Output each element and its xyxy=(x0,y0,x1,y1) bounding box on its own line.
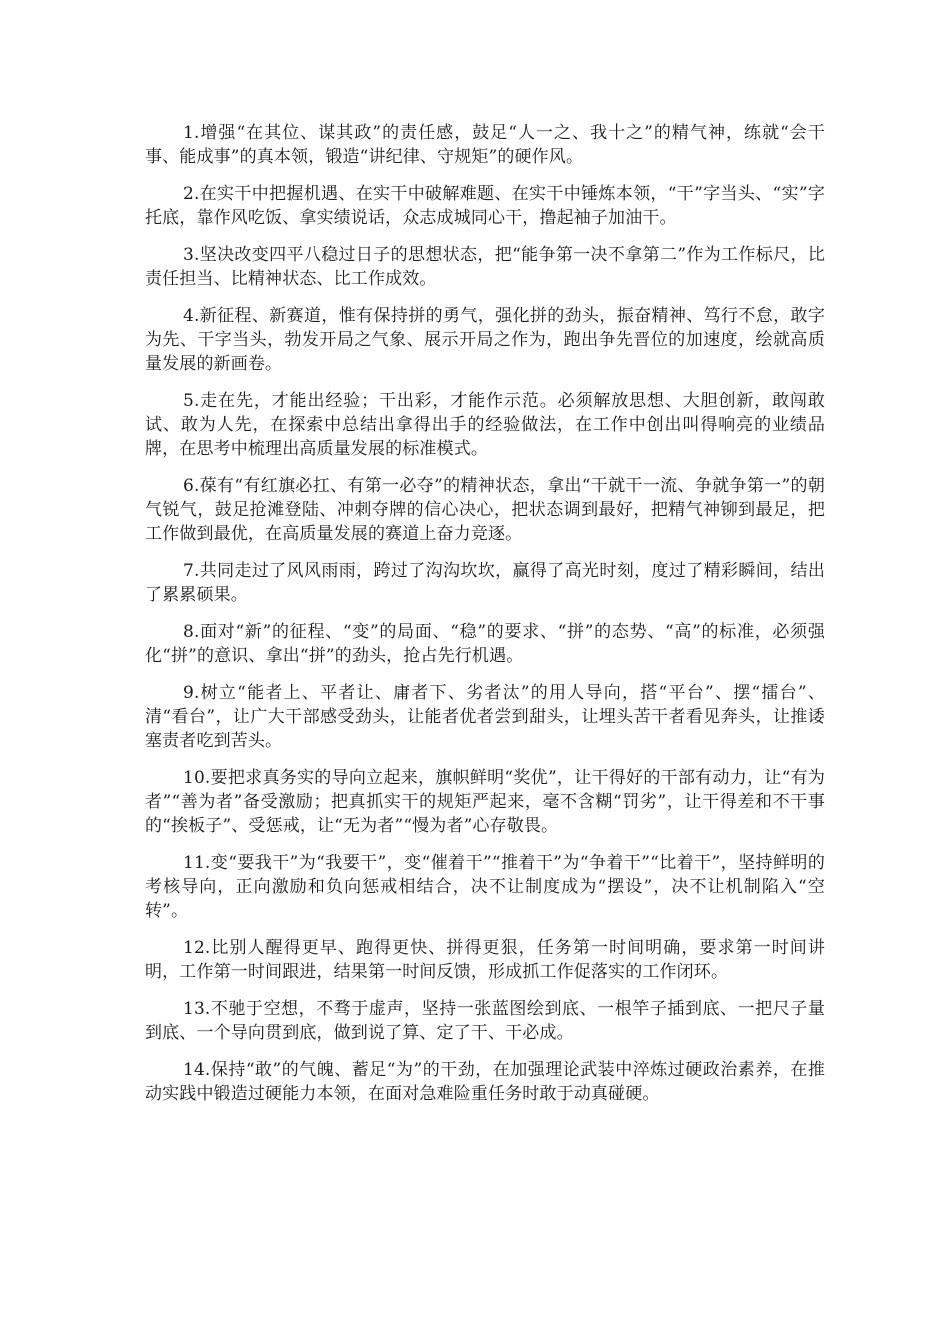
paragraph-6: 6.葆有“有红旗必扛、有第一必夺”的精神状态，拿出“干就干一流、争就争第一”的朝气锐气，鼓足抢滩登陆、冲刺夺牌的信心决心，把状态调到最好，把精气神铆到最足，把工作做到最优，在高质量发展的赛道上奋力竞逐。 xyxy=(145,476,825,544)
paragraph-1: 1.增强“在其位、谋其政”的责任感，鼓足“人一之、我十之”的精气神，练就“会干事、能成事”的真本领，锻造“讲纪律、守规矩”的硬作风。 xyxy=(145,123,825,167)
paragraph-7: 7.共同走过了风风雨雨，跨过了沟沟坎坎，赢得了高光时刻，度过了精彩瞬间，结出了累累硕果。 xyxy=(145,561,825,605)
paragraph-11: 11.变“要我干”为“我要干”，变“催着干”“推着干”为“争着干”“比着干”，坚持鲜明的考核导向，正向激励和负向惩戒相结合，决不让制度成为“摆设”，决不让机制陷入“空转”。 xyxy=(145,853,825,921)
paragraph-12: 12.比别人醒得更早、跑得更快、拼得更狠，任务第一时间明确，要求第一时间讲明，工作第一时间跟进，结果第一时间反馈，形成抓工作促落实的工作闭环。 xyxy=(145,938,825,982)
paragraph-4: 4.新征程、新赛道，惟有保持拼的勇气，强化拼的劲头，振奋精神、笃行不怠，敢字为先、干字当头，勃发开局之气象、展示开局之作为，跑出争先晋位的加速度，绘就高质量发展的新画卷。 xyxy=(145,306,825,374)
paragraph-2: 2.在实干中把握机遇、在实干中破解难题、在实干中锤炼本领，“干”字当头、“实”字托底，靠作风吃饭、拿实绩说话，众志成城同心干，撸起袖子加油干。 xyxy=(145,184,825,228)
paragraph-3: 3.坚决改变四平八稳过日子的思想状态，把“能争第一决不拿第二”作为工作标尺，比责任担当、比精神状态、比工作成效。 xyxy=(145,245,825,289)
paragraph-8: 8.面对“新”的征程、“变”的局面、“稳”的要求、“拼”的态势、“高”的标准，必须强化“拼”的意识、拿出“拼”的劲头，抢占先行机遇。 xyxy=(145,622,825,666)
paragraph-9: 9.树立“能者上、平者让、庸者下、劣者汰”的用人导向，搭“平台”、摆“擂台”、清“看台”，让广大干部感受劲头，让能者优者尝到甜头，让埋头苦干者看见奔头，让推诿塞责者吃到苦头。 xyxy=(145,683,825,751)
paragraph-14: 14.保持“敢”的气魄、蓄足“为”的干劲，在加强理论武装中淬炼过硬政治素养，在推动实践中锻造过硬能力本领，在面对急难险重任务时敢于动真碰硬。 xyxy=(145,1060,825,1104)
paragraph-13: 13.不驰于空想，不骛于虚声，坚持一张蓝图绘到底、一根竿子插到底、一把尺子量到底、一个导向贯到底，做到说了算、定了干、干必成。 xyxy=(145,999,825,1043)
document-body xyxy=(145,121,825,1119)
paragraph-10: 10.要把求真务实的导向立起来，旗帜鲜明“奖优”，让干得好的干部有动力，让“有为者”“善为者”备受激励；把真抓实干的规矩严起来，毫不含糊“罚劣”，让干得差和不干事的“挨板子”、受惩戒，让“无为者”“慢为者”心存敬畏。 xyxy=(145,768,825,836)
paragraph-5: 5.走在先，才能出经验；干出彩，才能作示范。必须解放思想、大胆创新，敢闯敢试、敢为人先，在探索中总结出拿得出手的经验做法，在工作中创出叫得响亮的业绩品牌，在思考中梳理出高质量发展的标准模式。 xyxy=(145,391,825,459)
